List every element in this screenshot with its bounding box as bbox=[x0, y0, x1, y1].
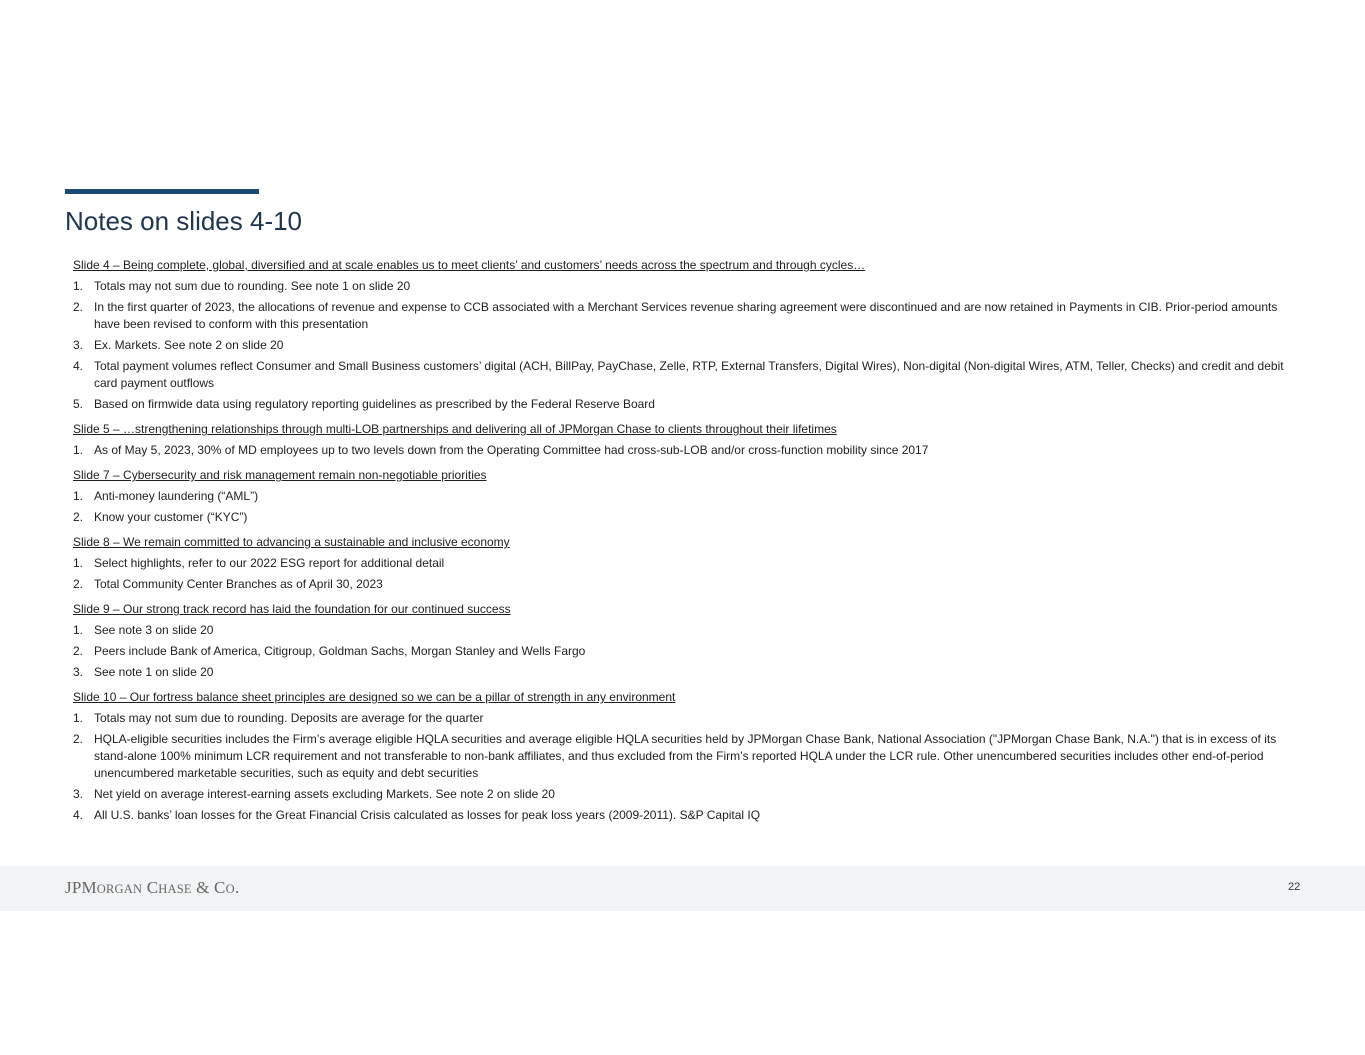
note-item bbox=[73, 442, 1303, 459]
note-number: 1. bbox=[73, 556, 84, 570]
note-number: 1. bbox=[73, 711, 84, 725]
note-text: Anti-money laundering (“AML”) bbox=[94, 489, 259, 503]
note-text: HQLA-eligible securities includes the Firm’s average eligible HQLA securities and average eligible HQLA securities held by JPMorgan Chase Bank, National Association ("JPMorgan Chase Bank, N.A.") that is in excess of its stand-alone 100% minimum LCR requirement and not transferable to non-bank affiliates, and thus excluded from the Firm’s reported HQLA under the LCR rule. Other unencumbered securities includes other end-of-period unencumbered marketable securities, such as equity and debt securities bbox=[94, 732, 1277, 780]
notes-section bbox=[73, 689, 1303, 824]
note-item bbox=[73, 807, 1303, 824]
section-heading: Slide 10 – Our fortress balance sheet principles are designed so we can be a pillar of strength in any environment bbox=[73, 690, 676, 704]
notes-section bbox=[73, 534, 1303, 593]
note-number: 5. bbox=[73, 397, 84, 411]
page-title: Notes on slides 4-10 bbox=[65, 206, 303, 236]
note-text: All U.S. banks’ loan losses for the Great Financial Crisis calculated as losses for peak loss years (2009-2011). S&P Capital IQ bbox=[94, 808, 761, 822]
note-item bbox=[73, 643, 1303, 660]
notes-section bbox=[73, 601, 1303, 681]
note-number: 2. bbox=[73, 577, 84, 591]
note-item bbox=[73, 555, 1303, 572]
note-number: 3. bbox=[73, 787, 84, 801]
note-number: 2. bbox=[73, 644, 84, 658]
note-text: Net yield on average interest-earning assets excluding Markets. See note 2 on slide 20 bbox=[94, 787, 555, 801]
section-heading: Slide 8 – We remain committed to advancing a sustainable and inclusive economy bbox=[73, 535, 510, 549]
note-text: As of May 5, 2023, 30% of MD employees up to two levels down from the Operating Committee had cross-sub-LOB and/or cross-function mobility since 2017 bbox=[94, 443, 929, 457]
note-item bbox=[73, 710, 1303, 727]
note-item bbox=[73, 731, 1303, 782]
note-item bbox=[73, 786, 1303, 803]
note-number: 1. bbox=[73, 443, 84, 457]
note-text: See note 3 on slide 20 bbox=[94, 623, 214, 637]
note-number: 1. bbox=[73, 279, 84, 293]
note-number: 1. bbox=[73, 489, 84, 503]
note-item bbox=[73, 664, 1303, 681]
section-heading: Slide 4 – Being complete, global, diversified and at scale enables us to meet clients’ and customers’ needs across the spectrum and through cycles… bbox=[73, 258, 866, 272]
note-item bbox=[73, 622, 1303, 639]
note-text: In the first quarter of 2023, the allocations of revenue and expense to CCB associated with a Merchant Services revenue sharing agreement were discontinued and are now retained in Payments in CIB. Prior-period amounts have been revised to conform with this presentation bbox=[94, 300, 1278, 331]
notes-section bbox=[73, 467, 1303, 526]
notes-list bbox=[73, 257, 1303, 828]
note-text: Totals may not sum due to rounding. Deposits are average for the quarter bbox=[94, 711, 484, 725]
title-accent-bar bbox=[65, 189, 259, 194]
note-text: Total Community Center Branches as of April 30, 2023 bbox=[94, 577, 383, 591]
note-text: See note 1 on slide 20 bbox=[94, 665, 214, 679]
note-item bbox=[73, 396, 1303, 413]
page-number: 22 bbox=[1288, 881, 1301, 893]
notes-section bbox=[73, 421, 1303, 459]
note-text: Peers include Bank of America, Citigroup, Goldman Sachs, Morgan Stanley and Wells Fargo bbox=[94, 644, 586, 658]
note-number: 3. bbox=[73, 665, 84, 679]
note-number: 4. bbox=[73, 808, 84, 822]
note-text: Based on firmwide data using regulatory reporting guidelines as prescribed by the Federal Reserve Board bbox=[94, 397, 655, 411]
note-item bbox=[73, 299, 1303, 333]
note-item bbox=[73, 358, 1303, 392]
section-heading: Slide 5 – …strengthening relationships through multi-LOB partnerships and delivering all of JPMorgan Chase to clients throughout their lifetimes bbox=[73, 422, 837, 436]
note-item bbox=[73, 488, 1303, 505]
note-item bbox=[73, 278, 1303, 295]
note-number: 2. bbox=[73, 300, 84, 314]
section-heading: Slide 7 – Cybersecurity and risk management remain non-negotiable priorities bbox=[73, 468, 487, 482]
notes-section bbox=[73, 257, 1303, 413]
company-logo: JPMORGAN CHASE & CO. bbox=[65, 878, 240, 897]
note-text: Know your customer (“KYC”) bbox=[94, 510, 248, 524]
note-number: 2. bbox=[73, 510, 84, 524]
note-number: 1. bbox=[73, 623, 84, 637]
note-text: Total payment volumes reflect Consumer and Small Business customers’ digital (ACH, BillPay, PayChase, Zelle, RTP, External Transfers, Digital Wires), Non-digital (Non-digital Wires, ATM, Teller, Checks) and credit and debit card payment outflows bbox=[94, 359, 1284, 390]
note-text: Select highlights, refer to our 2022 ESG report for additional detail bbox=[94, 556, 445, 570]
footer bbox=[0, 866, 1365, 911]
note-item bbox=[73, 337, 1303, 354]
note-item bbox=[73, 576, 1303, 593]
note-number: 2. bbox=[73, 732, 84, 746]
note-number: 4. bbox=[73, 359, 84, 373]
section-heading: Slide 9 – Our strong track record has laid the foundation for our continued success bbox=[73, 602, 511, 616]
note-text: Ex. Markets. See note 2 on slide 20 bbox=[94, 338, 284, 352]
note-item bbox=[73, 509, 1303, 526]
note-text: Totals may not sum due to rounding. See note 1 on slide 20 bbox=[94, 279, 411, 293]
note-number: 3. bbox=[73, 338, 84, 352]
